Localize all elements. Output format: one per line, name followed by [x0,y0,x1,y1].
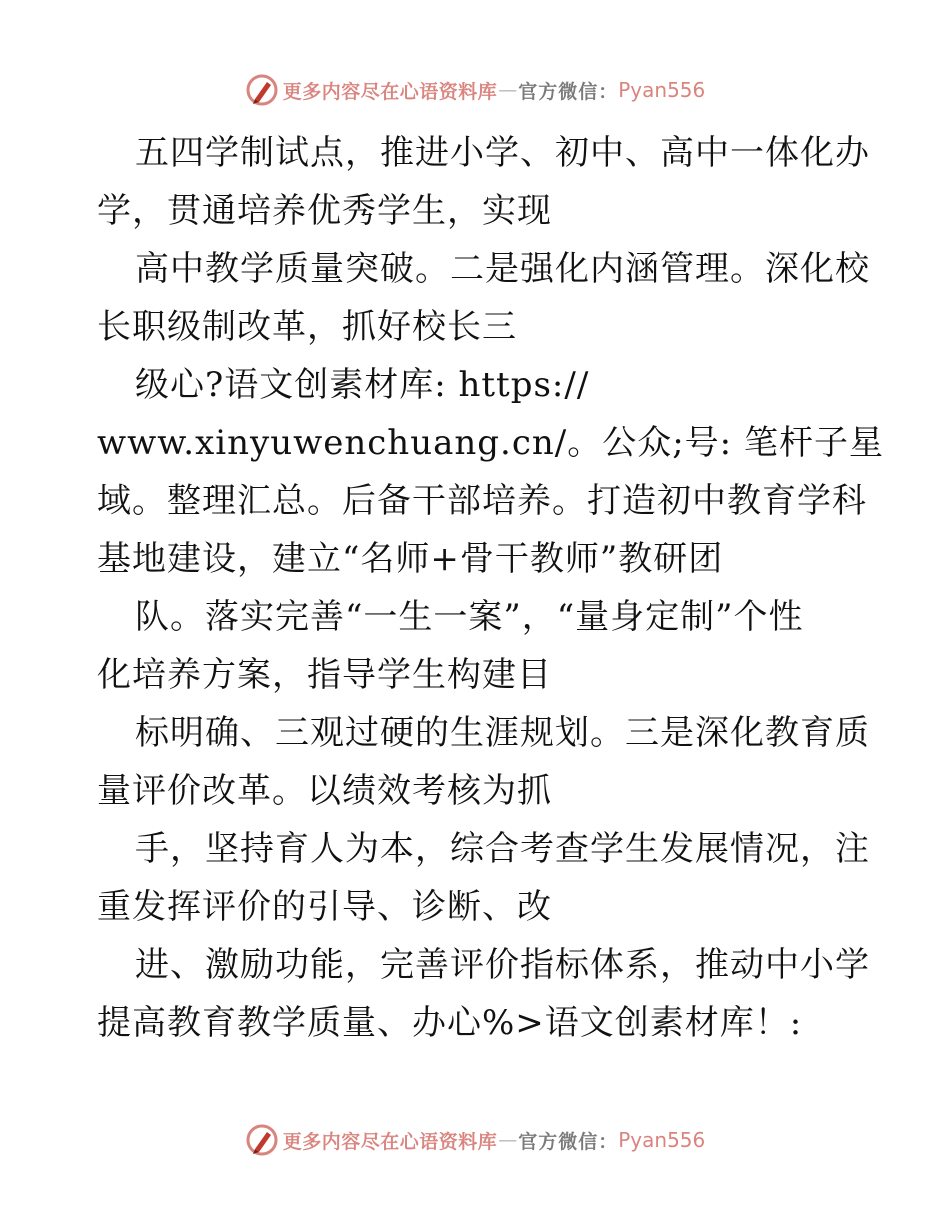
header-brand-text: 更多内容尽在心语资料库 [282,80,498,103]
body-line: 级心?语文创素材库: https:// [135,365,590,405]
footer-brand-text: 更多内容尽在心语资料库 [282,1130,498,1153]
body-line: 学，贯通培养优秀学生，实现 [97,191,552,231]
header-wechat-label: 官方微信： [518,80,619,103]
footer-separator: — [498,1129,518,1151]
body-line: 标明确、三观过硬的生涯规划。三是深化教育质 [135,713,870,753]
body-line: 重发挥评价的引导、诊断、改 [97,887,552,927]
body-line: 域。整理汇总。后备干部培养。打造初中教育学科 [97,481,867,521]
footer-wechat-id: Pyan556 [618,1128,706,1152]
header-banner [0,68,950,112]
body-line: 手，坚持育人为本，综合考查学生发展情况，注 [135,829,870,869]
body-line: 量评价改革。以绩效考核为抓 [97,771,552,811]
header-separator: — [498,79,518,101]
body-line: 进、激励功能，完善评价指标体系，推动中小学 [135,945,870,985]
pen-logo-icon [245,1123,279,1157]
pen-logo-icon [245,73,279,107]
document-body [97,124,884,1052]
body-line: 基地建设，建立“名师+骨干教师”教研团 [97,539,724,579]
body-line: www.xinyuwenchuang.cn/。公众;号: 笔杆子星 [97,423,884,463]
body-line: 高中教学质量突破。二是强化内涵管理。深化校 [135,249,870,289]
footer-wechat-label: 官方微信： [518,1130,619,1153]
header-wechat-id: Pyan556 [618,78,706,102]
body-line: 队。落实完善“一生一案”，“量身定制”个性 [135,597,804,637]
body-line: 提高教育教学质量、办心%>语文创素材库！: [97,1003,803,1043]
body-line: 长职级制改革，抓好校长三 [97,307,517,347]
body-line: 五四学制试点，推进小学、初中、高中一体化办 [135,133,870,173]
footer-banner [0,1118,950,1162]
body-line: 化培养方案，指导学生构建目 [97,655,552,695]
